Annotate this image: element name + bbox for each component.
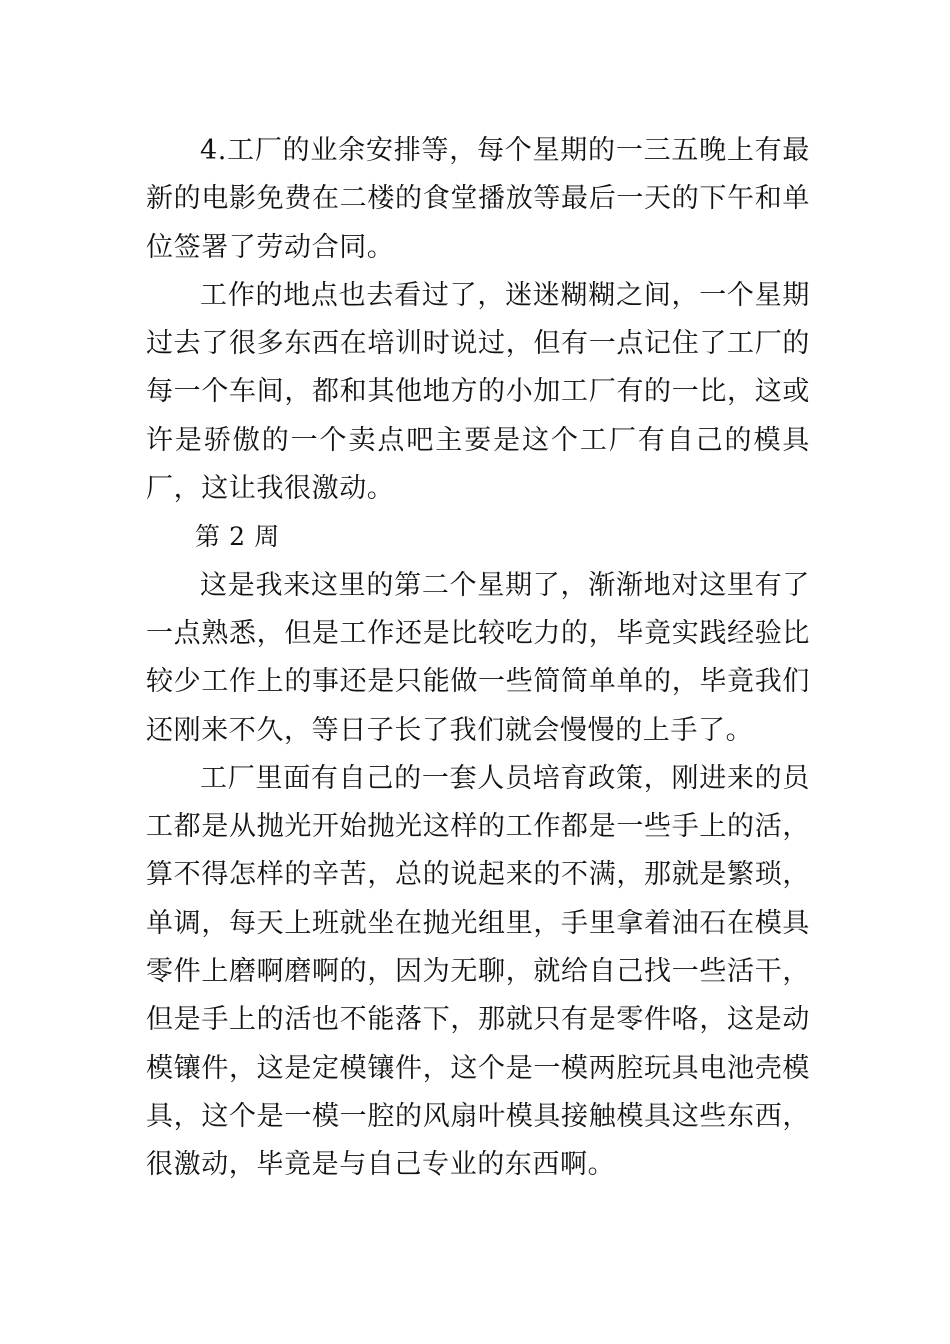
paragraph-second-week: 这是我来这里的第二个星期了，渐渐地对这里有了一点熟悉，但是工作还是比较吃力的，毕竟实践经验比较少工作上的事还是只能做一些简简单单的，毕竟我们还刚来不久，等日子长了我们就会慢慢的上手了。: [146, 569, 810, 746]
paragraph-factory-leisure: 4.工厂的业余安排等，每个星期的一三五晚上有最新的电影免费在二楼的食堂播放等最后一天的下午和单位签署了劳动合同。: [146, 135, 810, 263]
paragraph-training-policy: 工厂里面有自己的一套人员培育政策，刚进来的员工都是从抛光开始抛光这样的工作都是一些手上的活，算不得怎样的辛苦，总的说起来的不满，那就是繁琐，单调，每天上班就坐在抛光组里，手里拿着油石在模具零件上磨啊磨啊的，因为无聊，就给自己找一些活干，但是手上的活也不能落下，那就只有是零件咯，这是动模镶件，这是定模镶件，这个是一模两腔玩具电池壳模具，这个是一模一腔的风扇叶模具接触模具这些东西，很激动，毕竟是与自己专业的东西啊。: [146, 762, 810, 1181]
week-heading: 第 2 周: [195, 522, 280, 552]
document-body: [146, 127, 810, 1190]
paragraph-workplace-visit: 工作的地点也去看过了，迷迷糊糊之间，一个星期过去了很多东西在培训时说过，但有一点记住了工厂的每一个车间，都和其他地方的小加工厂有的一比，这或许是骄傲的一个卖点吧主要是这个工厂有自己的模具厂，这让我很激动。: [146, 279, 810, 505]
